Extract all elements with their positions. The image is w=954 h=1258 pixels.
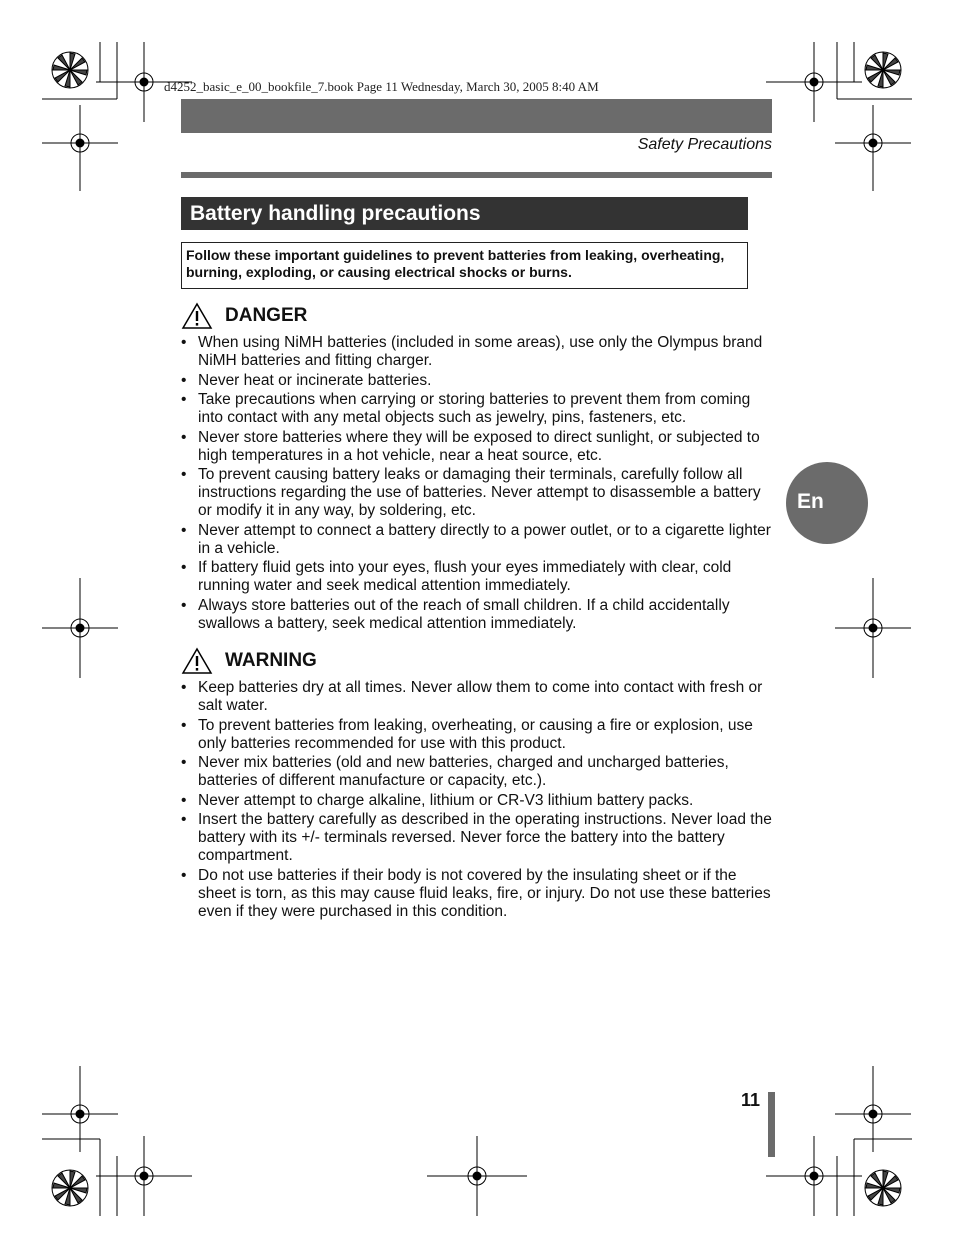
warning-header [181, 647, 317, 675]
page-heading: Battery handling precautions [181, 197, 748, 230]
language-tab [786, 462, 868, 544]
list-item: • When using NiMH batteries (included in some areas), use only the Olympus brand NiMH batteries and fitting charger. [181, 334, 773, 370]
danger-header [181, 302, 307, 330]
list-item: • Insert the battery carefully as described in the operating instructions. Never load the battery with its +/- terminals reversed. Never force the battery into the battery compartment. [181, 811, 773, 865]
list-item: • Never attempt to connect a battery directly to a power outlet, or to a cigarette lighter in a vehicle. [181, 522, 773, 558]
warning-triangle-icon [181, 647, 213, 675]
list-item: • Keep batteries dry at all times. Never allow them to come into contact with fresh or salt water. [181, 679, 773, 715]
language-tab-label: En [797, 490, 824, 513]
section-title: Safety Precautions [637, 136, 772, 153]
header-rule [181, 172, 772, 178]
list-item: • Do not use batteries if their body is not covered by the insulating sheet or if the sheet is torn, as this may cause fluid leaks, fire, or injury. Do not use these batteries even if they were purchased in this condition. [181, 867, 773, 921]
page-number-bar [768, 1092, 775, 1157]
list-item: • To prevent batteries from leaking, overheating, or causing a fire or explosion, use only batteries recommended for use with this product. [181, 717, 773, 753]
list-item: • Never store batteries where they will be exposed to direct sunlight, or subjected to high temperatures in a hot vehicle, near a heat source, etc. [181, 429, 773, 465]
list-item: • If battery fluid gets into your eyes, flush your eyes immediately with clear, cold running water and seek medical attention immediately. [181, 559, 773, 595]
list-item: • Always store batteries out of the reach of small children. If a child accidentally swallows a battery, seek medical attention immediately. [181, 597, 773, 633]
list-item: • Never attempt to charge alkaline, lithium or CR-V3 lithium battery packs. [181, 792, 773, 810]
list-item: • Never heat or incinerate batteries. [181, 372, 773, 390]
warning-list [181, 679, 773, 922]
warning-label: WARNING [225, 650, 317, 671]
list-item: • To prevent causing battery leaks or damaging their terminals, carefully follow all instructions regarding the use of batteries. Never attempt to disassemble a battery or modify it in any way, by soldering, etc. [181, 466, 773, 520]
file-slug: d4252_basic_e_00_bookfile_7.book Page 11 Wednesday, March 30, 2005 8:40 AM [164, 79, 599, 94]
header-bar [181, 99, 772, 133]
danger-list [181, 334, 773, 634]
page-number: 11 [740, 1090, 760, 1110]
warning-triangle-icon [181, 302, 213, 330]
list-item: • Take precautions when carrying or storing batteries to prevent them from coming into contact with any metal objects such as jewelry, pins, fasteners, etc. [181, 391, 773, 427]
list-item: • Never mix batteries (old and new batteries, charged and uncharged batteries, batteries of different manufacture or capacity, etc.). [181, 754, 773, 790]
danger-label: DANGER [225, 305, 308, 326]
intro-box: Follow these important guidelines to prevent batteries from leaking, overheating, burning, exploding, or causing electrical shocks or burns. [181, 242, 748, 289]
